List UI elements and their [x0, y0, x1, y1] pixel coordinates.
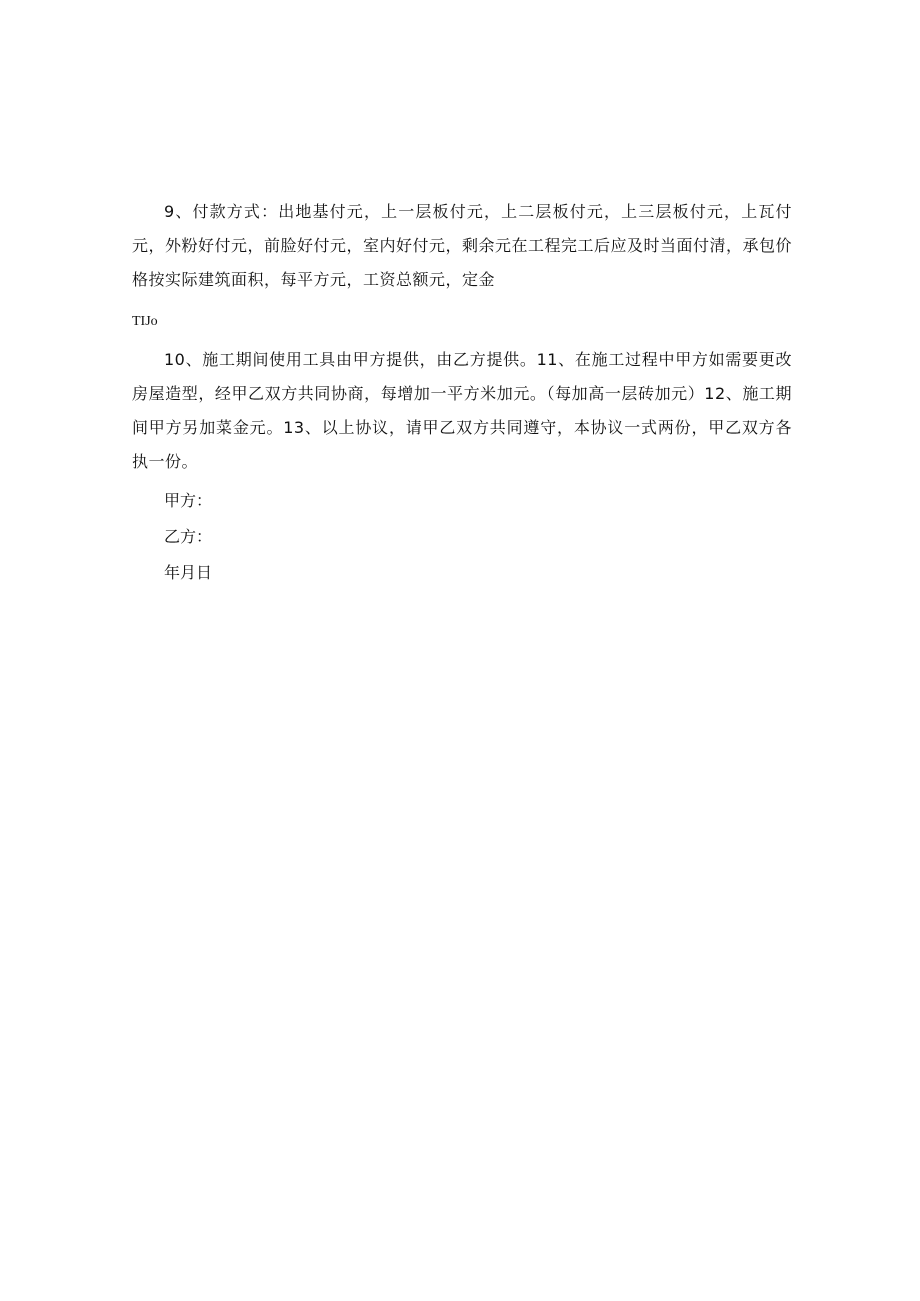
- clause-9-tail: TIJo: [132, 314, 158, 329]
- party-b-label: 乙方：: [164, 527, 213, 546]
- document-body: [132, 195, 792, 591]
- party-a-label: 甲方：: [164, 491, 213, 510]
- date-label: 年月日: [164, 563, 213, 582]
- clause-9-payment: 9、付款方式：出地基付元，上一层板付元，上二层板付元，上三层板付元，上瓦付元，外粉好付元，前脸好付元，室内好付元，剩余元在工程完工后应及时当面付清，承包价格按实际建筑面积，每平方元，工资总额元，定金: [132, 202, 793, 289]
- clause-10-13: 10、施工期间使用工具由甲方提供，由乙方提供。11、在施工过程中甲方如需要更改房屋造型，经甲乙双方共同协商，每增加一平方米加元。（每加高一层砖加元）12、施工期间甲方另加菜金元。13、以上协议，请甲乙双方共同遵守，本协议一式两份，甲乙双方各执一份。: [132, 350, 792, 471]
